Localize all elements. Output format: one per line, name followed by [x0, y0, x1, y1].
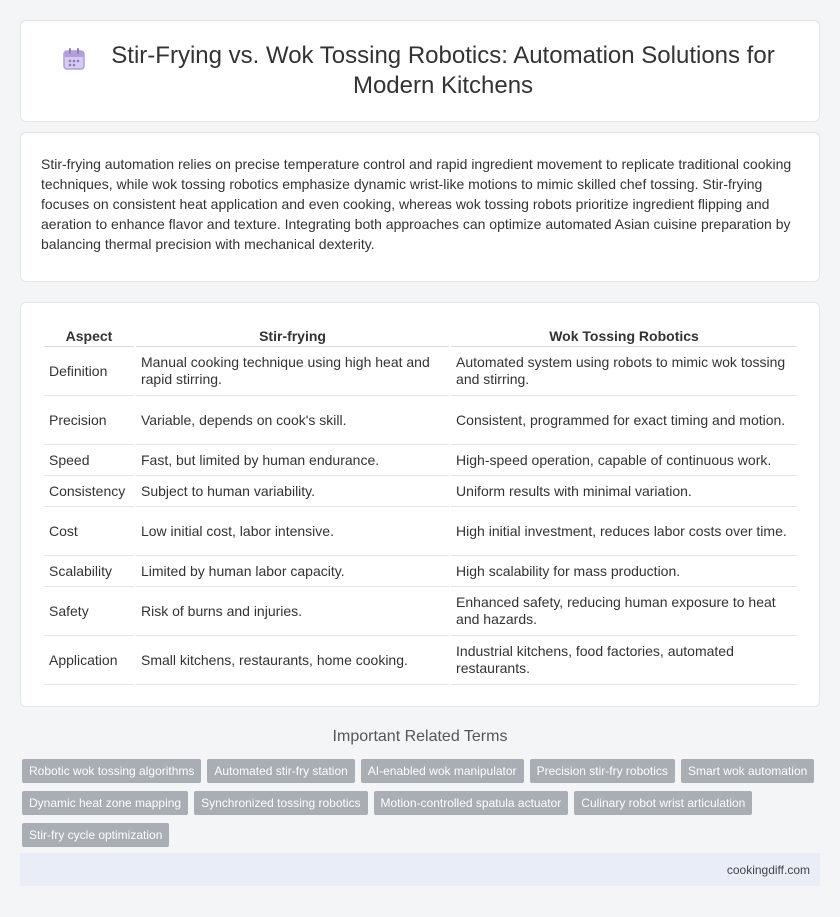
- row-wok-tossing: Uniform results with minimal variation.: [451, 476, 797, 507]
- row-stir-frying: Variable, depends on cook's skill.: [136, 396, 449, 445]
- related-terms-tags: [20, 759, 820, 847]
- table-row: [44, 636, 797, 685]
- row-stir-frying: Subject to human variability.: [136, 476, 449, 507]
- table-row: [44, 556, 797, 587]
- comparison-table-card: [20, 302, 820, 707]
- related-term-tag[interactable]: Stir-fry cycle optimization: [22, 823, 169, 847]
- footer: [20, 853, 820, 886]
- row-stir-frying: Manual cooking technique using high heat and rapid stirring.: [136, 347, 449, 396]
- table-row: [44, 445, 797, 476]
- related-term-tag[interactable]: Motion-controlled spatula actuator: [374, 791, 569, 815]
- row-stir-frying: Fast, but limited by human endurance.: [136, 445, 449, 476]
- table-row: [44, 347, 797, 396]
- row-aspect: Cost: [44, 507, 134, 556]
- related-term-tag[interactable]: Smart wok automation: [681, 759, 814, 783]
- row-stir-frying: Risk of burns and injuries.: [136, 587, 449, 636]
- related-term-tag[interactable]: Dynamic heat zone mapping: [22, 791, 188, 815]
- row-stir-frying: Low initial cost, labor intensive.: [136, 507, 449, 556]
- table-row: [44, 476, 797, 507]
- row-aspect: Scalability: [44, 556, 134, 587]
- table-row: [44, 396, 797, 445]
- table-row: [44, 587, 797, 636]
- row-wok-tossing: High scalability for mass production.: [451, 556, 797, 587]
- row-aspect: Speed: [44, 445, 134, 476]
- row-wok-tossing: Enhanced safety, reducing human exposure to heat and hazards.: [451, 587, 797, 636]
- footer-site-link[interactable]: cookingdiff.com: [726, 862, 810, 877]
- header-stir-frying: Stir-frying: [136, 323, 449, 347]
- intro-card: [20, 132, 820, 282]
- row-wok-tossing: High-speed operation, capable of continuous work.: [451, 445, 797, 476]
- related-term-tag[interactable]: Precision stir-fry robotics: [530, 759, 675, 783]
- related-terms-title: Important Related Terms: [332, 728, 508, 745]
- title-wrap: [61, 41, 779, 101]
- row-aspect: Definition: [44, 347, 134, 396]
- header-aspect: Aspect: [44, 323, 134, 347]
- row-wok-tossing: High initial investment, reduces labor costs over time.: [451, 507, 797, 556]
- related-term-tag[interactable]: Synchronized tossing robotics: [194, 791, 367, 815]
- table-row: [44, 507, 797, 556]
- page-title: Stir-Frying vs. Wok Tossing Robotics: Automation Solutions for Modern Kitchens: [111, 42, 775, 99]
- related-term-tag[interactable]: Robotic wok tossing algorithms: [22, 759, 201, 783]
- row-stir-frying: Limited by human labor capacity.: [136, 556, 449, 587]
- row-wok-tossing: Industrial kitchens, food factories, automated restaurants.: [451, 636, 797, 685]
- title-card: [20, 20, 820, 122]
- intro-text: Stir-frying automation relies on precise temperature control and rapid ingredient movement to replicate traditional cooking techniques, while wok tossing robotics emphasize dynamic wrist-like motions to mimic skilled chef tossing. Stir-frying focuses on consistent heat application and even cooking, whereas wok tossing robots prioritize ingredient flipping and aeration to enhance flavor and texture. Integrating both approaches can optimize automated Asian cuisine preparation by balancing thermal precision with mechanical dexterity.: [41, 156, 792, 252]
- row-aspect: Precision: [44, 396, 134, 445]
- related-term-tag[interactable]: AI-enabled wok manipulator: [361, 759, 524, 783]
- comparison-table: [42, 323, 799, 685]
- table-header-row: [44, 323, 797, 347]
- row-wok-tossing: Automated system using robots to mimic wok tossing and stirring.: [451, 347, 797, 396]
- related-term-tag[interactable]: Culinary robot wrist articulation: [574, 791, 752, 815]
- row-wok-tossing: Consistent, programmed for exact timing and motion.: [451, 396, 797, 445]
- related-term-tag[interactable]: Automated stir-fry station: [207, 759, 354, 783]
- calendar-icon: [61, 46, 87, 72]
- header-wok-tossing-robotics: Wok Tossing Robotics: [451, 323, 797, 347]
- row-aspect: Application: [44, 636, 134, 685]
- row-aspect: Safety: [44, 587, 134, 636]
- row-stir-frying: Small kitchens, restaurants, home cooking.: [136, 636, 449, 685]
- row-aspect: Consistency: [44, 476, 134, 507]
